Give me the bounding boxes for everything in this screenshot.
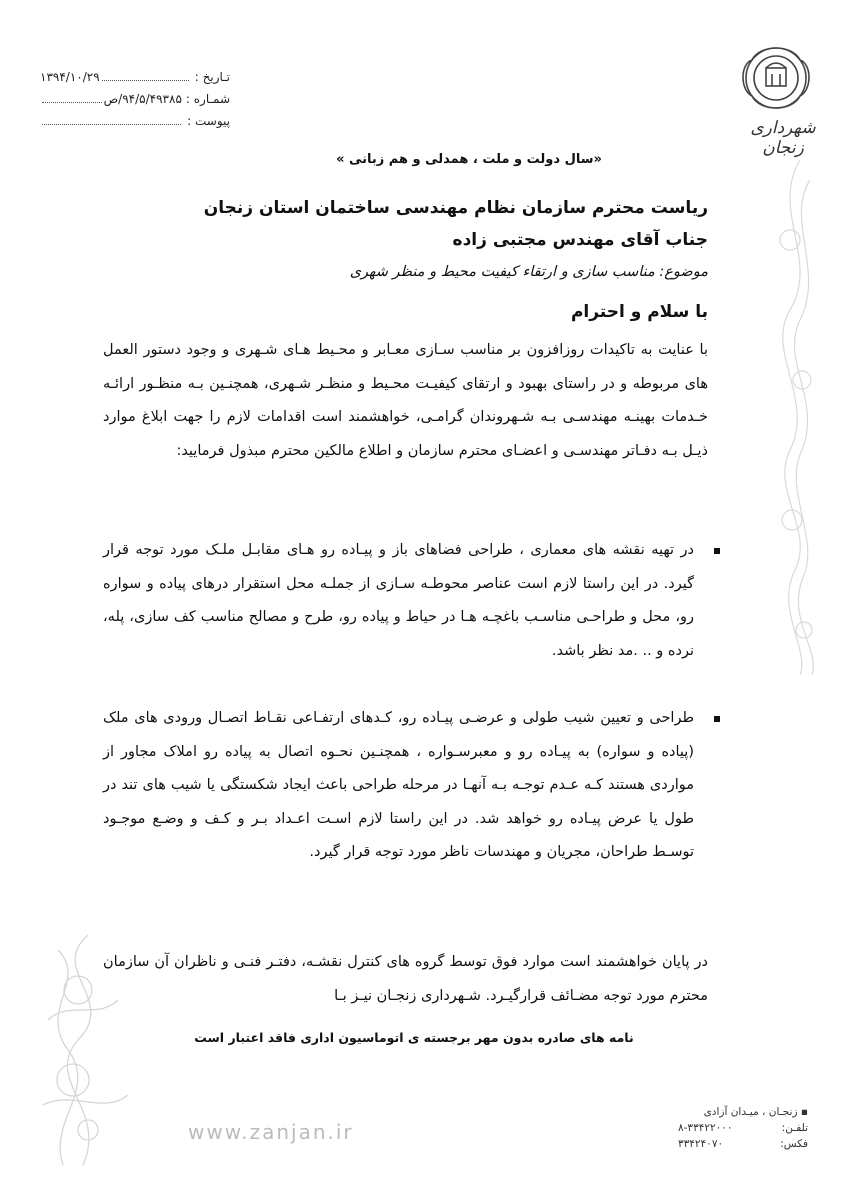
- list-item: [103, 702, 708, 870]
- attachment-label: پیوست :: [187, 114, 230, 128]
- body-paragraph: با عنایت به تاکیدات روزافزون بر مناسب سـازی معـابر و محـیط هـای شـهری و وجود دستور العمل های مربوطه و در راستای بهبود و ارتقای کیفیـت محـیط و منظـر شـهری، همچنـین بـه منظـور ارائـه خـدمات بهینـه مهندسـی بـه شـهروندان گرامـی، خواهشمند است اقدامات لازم را جهت ابلاغ موارد ذیـل بـه دفـاتر مهندسـی و اعضـای محترم سازمان و اطلاع مالکین محترم مبذول فرمایید:: [103, 342, 708, 459]
- logo-wordmark: شهرداری زنجان: [750, 118, 816, 158]
- website-url[interactable]: www.zanjan.ir: [188, 1120, 354, 1144]
- greeting: با سلام و احترام: [570, 302, 708, 322]
- subject-line: موضوع: مناسب سازی و ارتقاء کیفیت محیط و منظر شهری: [349, 264, 708, 280]
- footer-address: ▪ زنجـان ، میـدان آزادی: [703, 1106, 808, 1118]
- date-label: تـاریخ :: [194, 70, 230, 84]
- year-slogan: «سال دولت و ملت ، همدلی و هم زبانی »: [336, 152, 602, 167]
- date-dots: [102, 70, 189, 81]
- date-value: ۱۳۹۴/۱۰/۲۹: [40, 70, 100, 84]
- bullet-list-2: [103, 702, 708, 870]
- bullet-list-1: [103, 534, 708, 668]
- decorative-border-ornament: [760, 150, 830, 680]
- bullet-square-icon: [714, 716, 720, 722]
- footer-fax-row: [678, 1136, 808, 1152]
- letter-meta: [40, 70, 230, 136]
- list-item: [103, 534, 708, 668]
- bullet-text: در تهیه نقشه های معماری ، طراحی فضاهای باز و پیـاده رو هـای مقابـل ملـک مورد توجه قرار گیرد. در این راستا لازم است عناصر محوطـه سـازی از جملـه محل استقرار درهای پیاده و سواره رو، محل و طراحـی مناسـب باغچـه هـا در حیاط و پیاده رو، طرح و مصالح مناسب کف سازی، پله، نرده و .. .مد نظر باشد.: [103, 542, 694, 659]
- number-label: شمـاره :: [185, 92, 230, 106]
- bullet-square-icon: [714, 548, 720, 554]
- fax-label: فکس:: [780, 1138, 808, 1150]
- bullet-text: طراحی و تعیین شیب طولی و عرضـی پیـاده رو، کـدهای ارتفـاعی نقـاط اتصـال ورودی های ملک (پیاده و سواره) به پیـاده رو و معبرسـواره ، همچنـین نحـوه اتصال به پیاده رو املاک مجاور از مواردی هستند کـه عـدم توجـه بـه آنهـا در مرحله طراحی باعث ایجاد شکستگی یا شیب های تند در طول یا عرض پیـاده رو خواهد شد. در این راستا لازم اسـت اعـداد بـر و کـف و وضـع موجـود توسـط طراحان، مجریان و مهندسات ناظر مورد توجه قرار گیرد.: [103, 710, 694, 860]
- validity-notice: نامه های صادره بدون مهر برجسته ی اتوماسیون اداری فاقد اعتبار است: [194, 1030, 634, 1045]
- phone-label: تلفـن:: [781, 1122, 808, 1134]
- attachment-dots: [42, 114, 181, 125]
- number-dots: [42, 92, 102, 103]
- phone-value: ۸-۳۳۴۲۲۰۰۰: [678, 1122, 733, 1134]
- footer-contact: [678, 1104, 808, 1152]
- number-row: [40, 92, 230, 114]
- addressee-person: جناب آقای مهندس مجتبی زاده: [452, 230, 708, 250]
- addressee-organization: ریاست محترم سازمان نظام مهندسی ساختمان استان زنجان: [203, 198, 708, 218]
- footer-phone-row: [678, 1120, 808, 1136]
- date-row: [40, 70, 230, 92]
- number-value: ۹۴/۵/۴۹۳۸۵/ص: [103, 92, 182, 106]
- attachment-row: [40, 114, 230, 136]
- addressee: [68, 192, 708, 256]
- closing-paragraph: در پایان خواهشمند است موارد فوق توسط گروه های کنترل نقشـه، دفتـر فنـی و ناظران آن سازمان محترم مورد توجه مضـائف قرارگیـرد. شـهرداری زنجـان نیـز بـا: [103, 954, 708, 1004]
- fax-value: ۳۳۴۲۴۰۷۰: [678, 1138, 724, 1150]
